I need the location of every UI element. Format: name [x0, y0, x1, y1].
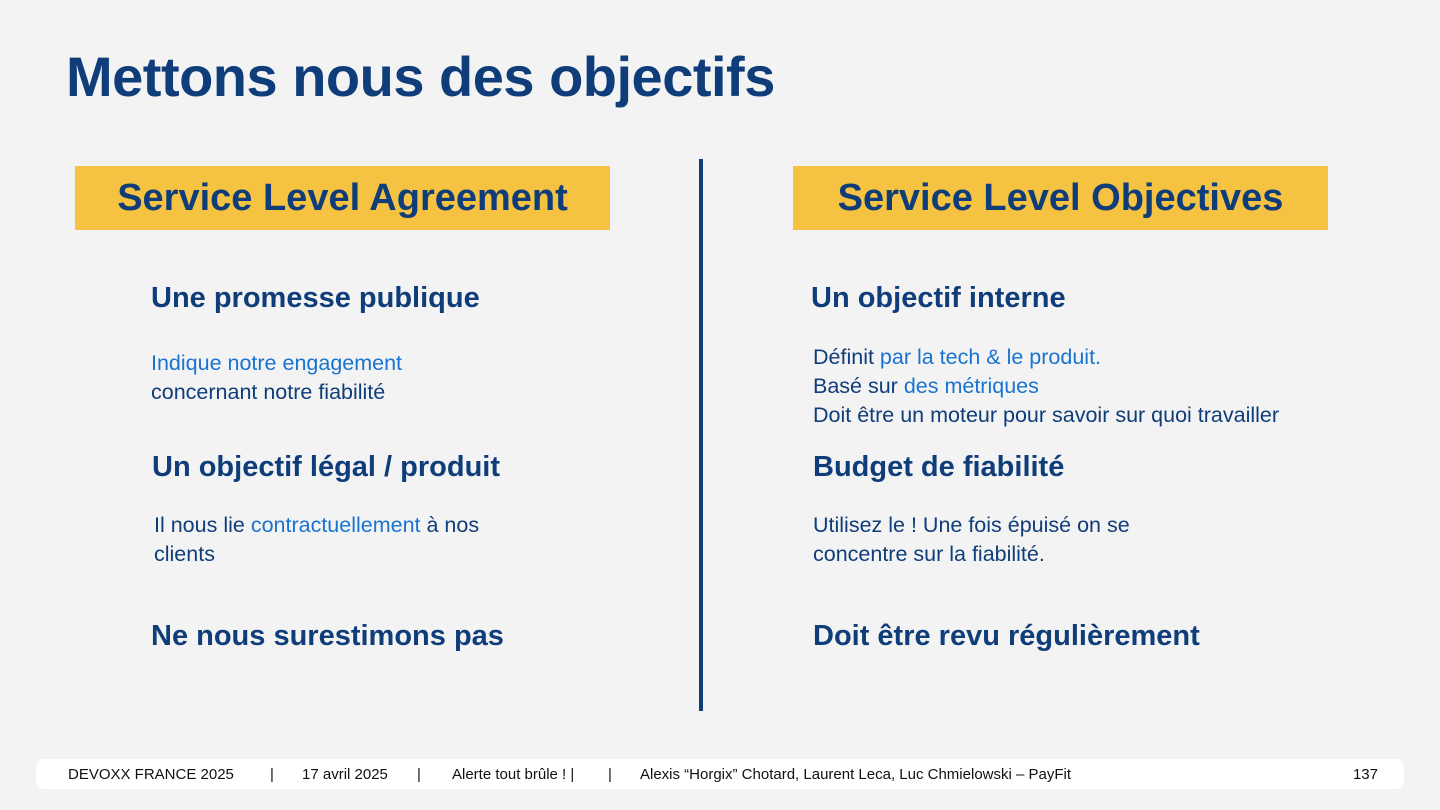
text-line — [813, 343, 1279, 372]
slo-text-internal-objective — [813, 343, 1279, 430]
footer-event: DEVOXX FRANCE 2025 — [68, 766, 234, 783]
footer-authors: Alexis “Horgix” Chotard, Laurent Leca, Luc Chmielowski – PayFit — [640, 766, 1072, 783]
sla-text-legal-objective — [154, 511, 479, 569]
text-line — [813, 540, 1130, 569]
highlight-text: Indique notre engagement — [151, 351, 403, 375]
column-divider — [699, 159, 703, 711]
text-line — [813, 372, 1279, 401]
highlight-text: contractuellement — [250, 513, 421, 537]
text-line — [154, 540, 479, 569]
text-fragment: clients — [154, 542, 215, 566]
slo-header: Service Level Objectives — [793, 166, 1328, 230]
text-line — [813, 511, 1130, 540]
text-line — [151, 378, 402, 407]
sla-text-public-promise — [151, 349, 402, 407]
footer-date: 17 avril 2025 — [302, 766, 388, 783]
text-fragment: Il nous lie — [154, 513, 251, 537]
text-fragment: Utilisez le ! Une fois épuisé on se — [813, 513, 1130, 537]
text-fragment: Définit — [813, 345, 880, 369]
text-fragment: à nos — [420, 513, 480, 537]
text-line — [154, 511, 479, 540]
text-line — [151, 349, 402, 378]
text-fragment: concentre sur la fiabilité. — [813, 542, 1045, 566]
sla-header: Service Level Agreement — [75, 166, 610, 230]
footer-separator: | — [417, 766, 421, 783]
slo-heading-reliability-budget: Budget de fiabilité — [813, 451, 1065, 483]
text-fragment: Doit être un moteur pour savoir sur quoi travailler — [813, 403, 1280, 427]
sla-heading-public-promise: Une promesse publique — [151, 282, 480, 314]
page-number: 137 — [1352, 766, 1378, 783]
text-line — [813, 401, 1279, 430]
sla-heading-legal-objective: Un objectif légal / produit — [152, 451, 500, 483]
slo-text-reliability-budget — [813, 511, 1130, 569]
slo-heading-internal-objective: Un objectif interne — [811, 282, 1066, 314]
footer-bar — [36, 759, 1404, 789]
footer-talk-title: Alerte tout brûle ! | — [452, 766, 575, 783]
slide-title: Mettons nous des objectifs — [66, 45, 775, 108]
sla-heading-no-overestimate: Ne nous surestimons pas — [151, 620, 504, 652]
text-fragment: Basé sur — [813, 374, 904, 398]
slo-heading-review-regularly: Doit être revu régulièrement — [813, 620, 1200, 652]
text-fragment: concernant notre fiabilité — [151, 380, 386, 404]
highlight-text: par la tech & le produit. — [879, 345, 1102, 369]
footer-separator: | — [270, 766, 274, 783]
footer-separator: | — [608, 766, 612, 783]
highlight-text: des métriques — [903, 374, 1039, 398]
